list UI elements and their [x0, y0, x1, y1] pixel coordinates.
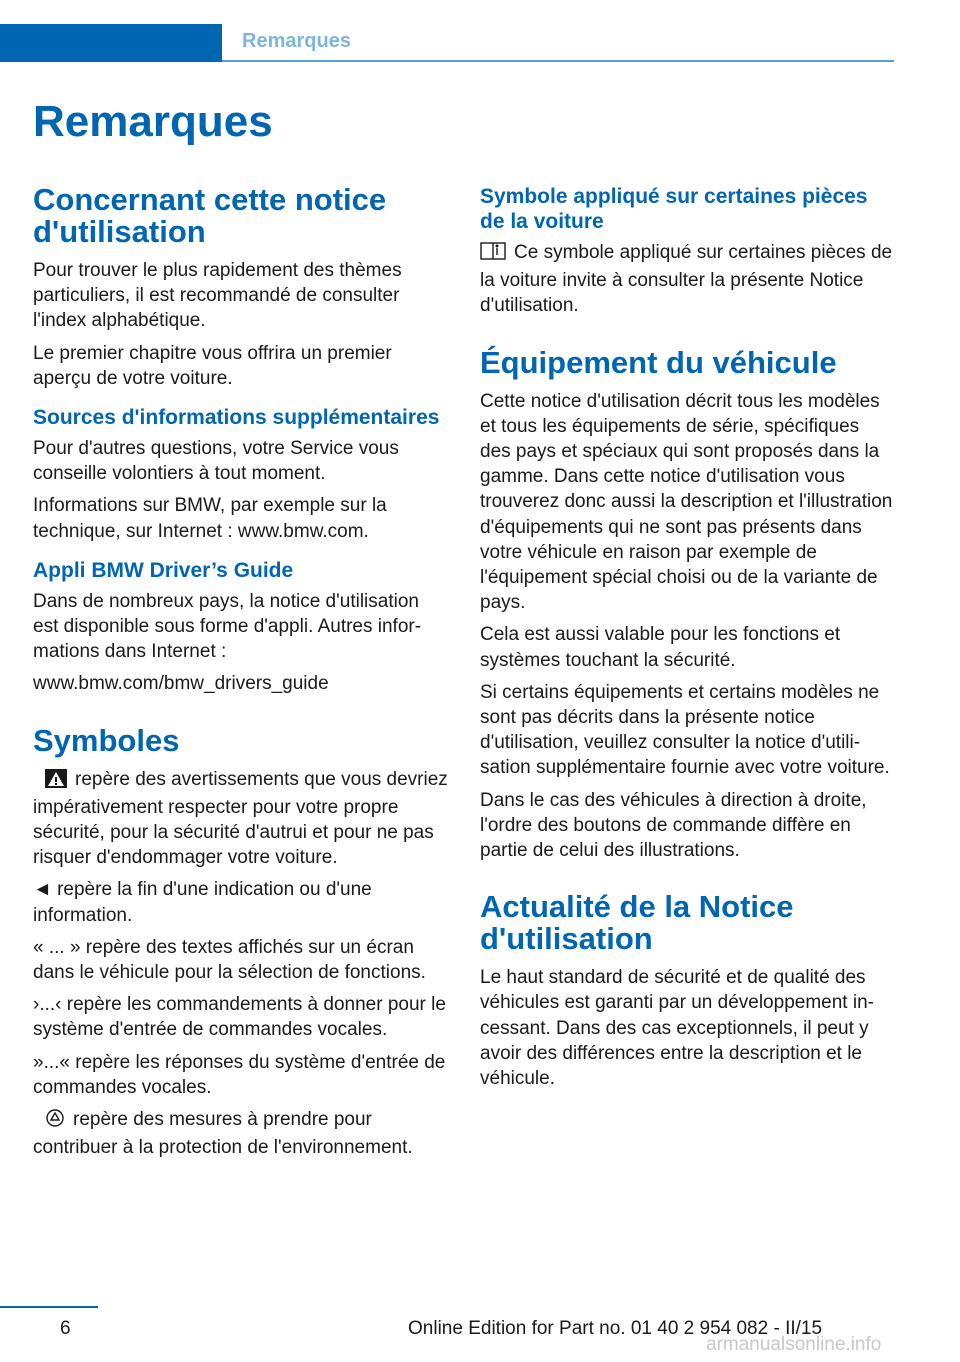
heading-symbol-on-parts: Symbole appliqué sur certaines pièces de la voiture: [480, 185, 868, 233]
sources-paragraph-1: Pour d'autres questions, votre Service vous conseille volontiers à tout moment.: [33, 438, 399, 485]
symbol-environment-text: repère des mesures à prendre pour contribuer à la protection de l'environnement.: [33, 1109, 413, 1159]
symbol-quotes-paragraph: « ... » repère des textes affichés sur un écran dans le véhicule pour la sélection de fonctions.: [33, 936, 426, 984]
symbol-warning-paragraph: [33, 767, 448, 871]
about-paragraph-2: Le premier chapitre vous offrira un premier aperçu de votre voiture.: [33, 342, 392, 389]
equipment-paragraph-1: Cette notice d'utilisation décrit tous les modèles et tous les équipements de série, spécifiques des pays et spéciaux qui sont proposés dans la gamme. Dans cette notice d'utilisation vous trouverez donc aussi la description et l'illustration d'équipements qui ne sont pas présents dans votre véhicule en raison par exemple de l'équipement spécial choisi ou de la variante de pays.: [480, 390, 893, 614]
symbol-environment-paragraph: [33, 1107, 448, 1160]
equipment-paragraph-4: Dans le cas des véhicules à direction à droite, l'ordre des boutons de commande diffère en partie de celui des illustrations.: [480, 789, 867, 862]
manual-book-icon: [480, 241, 506, 268]
heading-about-manual: Concernant cette notice d'utilisation: [33, 182, 387, 249]
footer-rule: [0, 1306, 98, 1308]
symbol-warning-text: repère des avertissements que vous devriez impérativement respecter pour votre propre sécurité, pour la sécurité d'autrui et pour ne pas risquer d'endommager votre voiture.: [33, 768, 448, 869]
about-paragraph-1: Pour trouver le plus rapidement des thèmes particuliers, il est recommandé de consulter l'index alphabétique.: [33, 260, 402, 332]
symbol-parts-text: Ce symbole appliqué sur certaines pièces de la voiture invite à consulter la présente Notice d'utilisation.: [480, 242, 893, 317]
equipment-paragraph-3: Si certains équipements et certains modèles ne sont pas décrits dans la présente notice d'utilisation, veuillez consulter la notice d'utilisation supplémentaire fournie avec votre voiture.: [480, 681, 890, 779]
warning-icon: [45, 769, 67, 795]
heading-additional-sources: Sources d'informations supplémentaires: [33, 406, 440, 430]
app-paragraph-2: www.bmw.com/bmw_drivers_guide: [33, 673, 329, 695]
symbol-answers-paragraph: »...« repère les réponses du système d'entrée de commandes vocales.: [33, 1051, 446, 1098]
heading-manual-update: Actualité de la Notice d'utilisation: [480, 889, 794, 957]
symbol-end-paragraph: ◄ repère la fin d'une indication ou d'une information.: [33, 879, 372, 926]
recycle-icon: [45, 1108, 65, 1135]
symbol-commands-paragraph: ›...‹ repère les commandements à donner pour le système d'entrée de commandes vocales.: [33, 994, 446, 1041]
heading-symbols: Symboles: [33, 722, 180, 758]
edition-info: Online Edition for Part no. 01 40 2 954 082 - II/15: [408, 1318, 823, 1339]
heading-drivers-guide-app: Appli BMW Driver’s Guide: [33, 558, 294, 582]
heading-vehicle-equipment: Équipement du véhicule: [480, 344, 837, 380]
left-column: [33, 184, 448, 1167]
equipment-paragraph-2: Cela est aussi valable pour les fonctions et systèmes touchant la sécurité.: [480, 624, 841, 671]
app-paragraph-1: Dans de nombreux pays, la notice d'utilisation est disponible sous forme d'appli. Autres informations dans Internet :: [33, 590, 422, 663]
page-number: 6: [60, 1318, 71, 1339]
page-title: Remarques: [33, 97, 273, 146]
update-paragraph: Le haut standard de sécurité et de qualité des véhicules est garanti par un développement incessant. Dans des cas exceptionnels, il peut y avoir des différences entre la description et le véhicule.: [480, 967, 874, 1090]
symbol-parts-paragraph: [480, 240, 895, 319]
watermark: armanualsonline.info: [706, 1334, 882, 1355]
header-accent-bar: [0, 24, 222, 62]
header-rule: [222, 60, 894, 62]
right-column: [480, 184, 895, 1098]
sources-paragraph-2: Informations sur BMW, par exemple sur la technique, sur Internet : www.bmw.com.: [33, 495, 387, 542]
header-section-label: Remarques: [242, 30, 351, 52]
